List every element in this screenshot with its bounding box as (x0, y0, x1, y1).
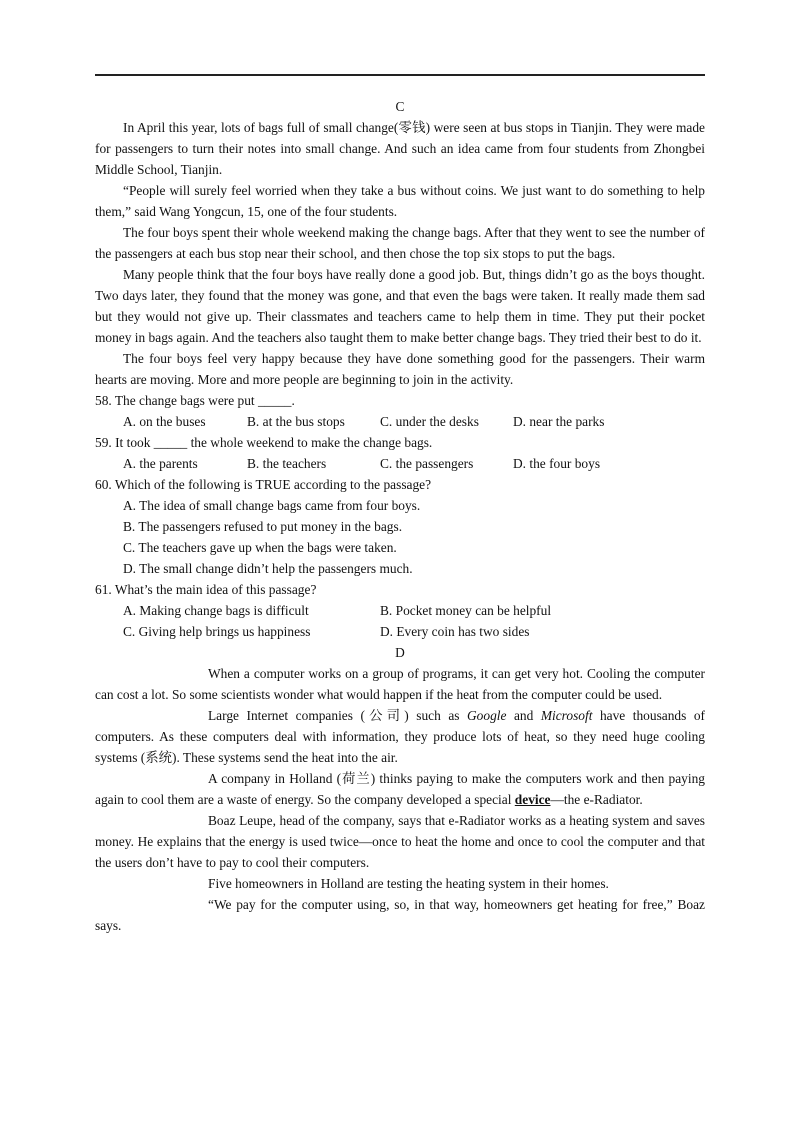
option-58-d: D. near the parks (513, 414, 605, 429)
d-p2-text-a: Large Internet companies (公司) such as (208, 708, 468, 723)
c-paragraph-3: The four boys spent their whole weekend making the change bags. After that they went to see the number of the passengers at each bus stop near their school, and then chose the top six stops to put the bags. (95, 225, 705, 261)
question-59: 59. It took _____ the whole weekend to make the change bags. (95, 435, 433, 450)
document-page (95, 96, 705, 936)
device-word: device (514, 792, 551, 807)
question-58-options (95, 411, 705, 432)
google-name: Google (467, 708, 507, 723)
option-59-c: C. the passengers (380, 456, 474, 471)
c-paragraph-4: Many people think that the four boys have really done a good job. But, things didn’t go as the boys thought. Two days later, they found that the money was gone, and that even the bags were taken. It really made them sad but they would not give up. Their classmates and teachers came to help them in time. They put their pocket money in bags again. And the teachers also taught them to make better change bags. They tried their best to do it. (95, 267, 705, 345)
d-paragraph-6: “We pay for the computer using, so, in that way, homeowners get heating for free,” Boaz says. (95, 897, 705, 933)
microsoft-name: Microsoft (540, 708, 593, 723)
option-61-d: D. Every coin has two sides (380, 624, 530, 639)
d-paragraph-4: Boaz Leupe, head of the company, says that e-Radiator works as a heating system and saves money. He explains that the energy is used twice—once to heat the home and once to cool the computer and that the users don’t have to pay to cool their computers. (95, 813, 705, 870)
c-paragraph-5: The four boys feel very happy because they have done something good for the passengers. Their warm hearts are moving. More and more people are beginning to join in the activity. (95, 351, 705, 387)
option-60-a: A. The idea of small change bags came from four boys. (123, 498, 421, 513)
option-59-a: A. the parents (123, 456, 198, 471)
question-61-options-row-1 (95, 600, 705, 621)
question-61: 61. What’s the main idea of this passage? (95, 582, 317, 597)
d-paragraph-2 (95, 705, 705, 768)
question-59-options (95, 453, 705, 474)
option-61-a: A. Making change bags is difficult (123, 603, 309, 618)
question-60: 60. Which of the following is TRUE according to the passage? (95, 477, 432, 492)
option-59-b: B. the teachers (247, 456, 327, 471)
header-rule (95, 74, 705, 76)
d-p3-text-a: A company in Holland (荷兰) thinks paying to make the computers work and then paying again to cool them are a waste of energy. So the company developed a special (95, 771, 705, 807)
section-c-title: C (395, 99, 405, 114)
option-60-d: D. The small change didn’t help the passengers much. (123, 561, 413, 576)
question-58: 58. The change bags were put _____. (95, 393, 295, 408)
c-paragraph-1: In April this year, lots of bags full of small change(零钱) were seen at bus stops in Tianjin. They were made for passengers to turn their notes into small change. And such an idea came from four students from Zhongbei Middle School, Tianjin. (95, 120, 705, 177)
d-paragraph-5: Five homeowners in Holland are testing the heating system in their homes. (208, 876, 609, 891)
question-61-options-row-2 (95, 621, 705, 642)
d-paragraph-3 (95, 768, 705, 810)
option-59-d: D. the four boys (513, 456, 601, 471)
option-58-b: B. at the bus stops (247, 414, 345, 429)
option-58-a: A. on the buses (123, 414, 206, 429)
section-d-title: D (395, 645, 405, 660)
d-paragraph-1: When a computer works on a group of programs, it can get very hot. Cooling the computer can cost a lot. So some scientists wonder what would happen if the heat from the computer could be used. (95, 666, 705, 702)
option-60-c: C. The teachers gave up when the bags were taken. (123, 540, 397, 555)
option-60-b: B. The passengers refused to put money in the bags. (123, 519, 403, 534)
d-p3-text-b: —the e-Radiator. (550, 792, 643, 807)
option-61-b: B. Pocket money can be helpful (380, 603, 552, 618)
option-58-c: C. under the desks (380, 414, 479, 429)
option-61-c: C. Giving help brings us happiness (123, 624, 311, 639)
d-p2-and: and (506, 708, 541, 723)
d-p2-text-b: have thousands of computers. As these computers deal with information, they produce lots of heat, so they need huge cooling systems (系统). These systems send the heat into the air. (95, 708, 706, 765)
c-paragraph-2: “People will surely feel worried when they take a bus without coins. We just want to do something to help them,” said Wang Yongcun, 15, one of the four students. (95, 183, 705, 219)
